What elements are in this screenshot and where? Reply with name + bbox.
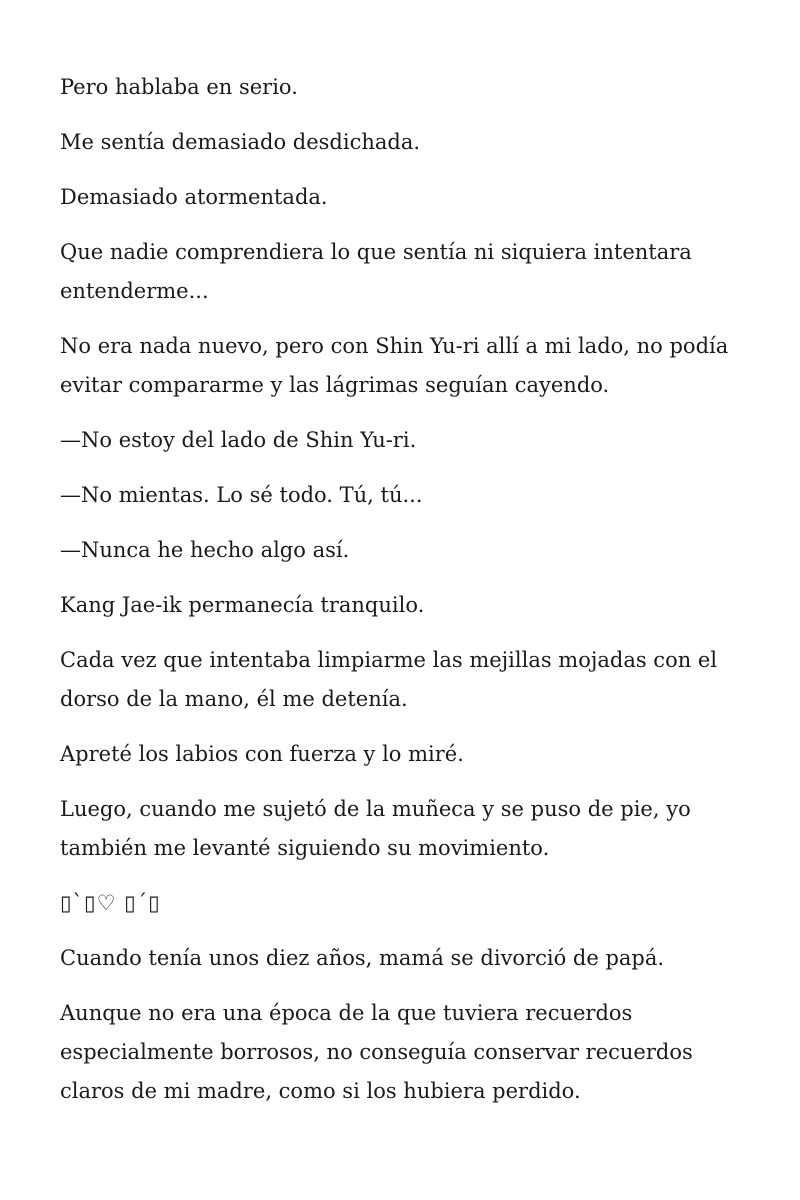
paragraph: Cada vez que intentaba limpiarme las mejillas mojadas con el dorso de la mano, él me detenía. [60, 648, 718, 711]
dialogue-line: —No mientas. Lo sé todo. Tú, tú... [60, 483, 423, 507]
paragraph: Demasiado atormentada. [60, 185, 328, 209]
paragraph: Me sentía demasiado desdichada. [60, 130, 421, 154]
paragraph: Kang Jae-ik permanecía tranquilo. [60, 593, 425, 617]
paragraph: Cuando tenía unos diez años, mamá se divorció de papá. [60, 946, 665, 970]
scene-separator: ▯`▯♡ ▯´▯ [60, 891, 161, 915]
paragraph: Pero hablaba en serio. [60, 75, 298, 99]
paragraph: Aunque no era una época de la que tuviera recuerdos especialmente borrosos, no conseguía conservar recuerdos claros de mi madre, como si los hubiera perdido. [60, 1001, 693, 1103]
dialogue-line: —No estoy del lado de Shin Yu-ri. [60, 428, 417, 452]
paragraph: No era nada nuevo, pero con Shin Yu-ri allí a mi lado, no podía evitar compararme y las lágrimas seguían cayendo. [60, 334, 729, 397]
paragraph: Que nadie comprendiera lo que sentía ni siquiera intentara entenderme... [60, 240, 692, 303]
paragraph: Luego, cuando me sujetó de la muñeca y se puso de pie, yo también me levanté siguiendo su movimiento. [60, 797, 691, 860]
paragraph: Apreté los labios con fuerza y lo miré. [60, 742, 464, 766]
dialogue-line: —Nunca he hecho algo así. [60, 538, 350, 562]
